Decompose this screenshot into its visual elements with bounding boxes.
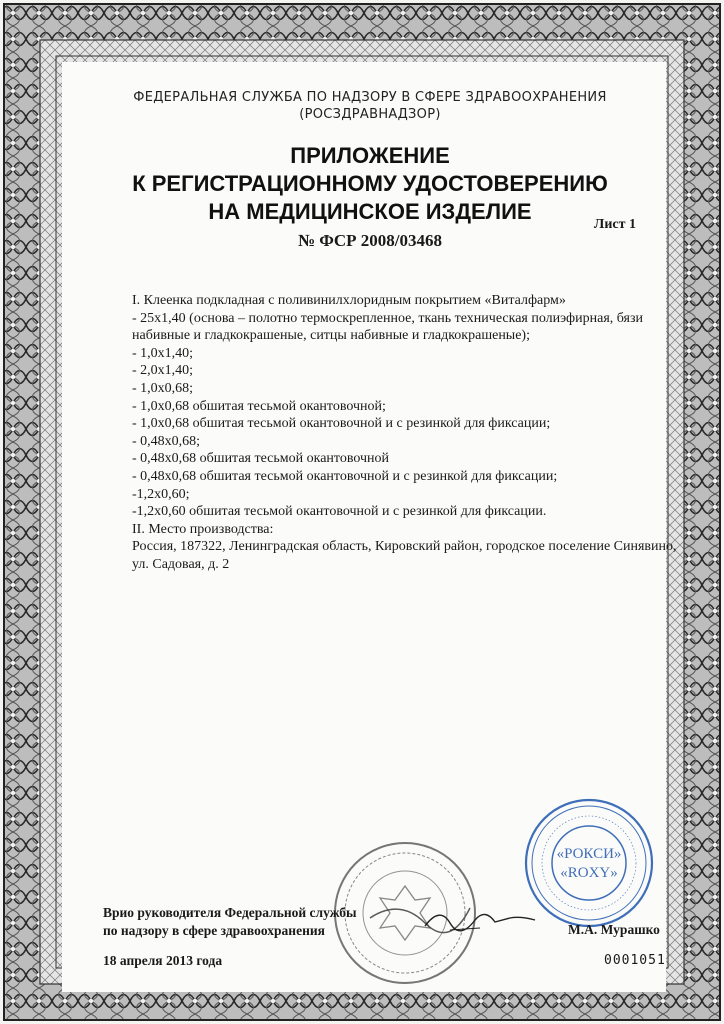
body-line: I. Клеенка подкладная с поливинилхлоридным покрытием «Виталфарм»: [132, 293, 566, 308]
body-line: - 0,48х0,68;: [132, 433, 201, 449]
signatory-name: М.А. Мурашко: [568, 922, 660, 937]
stamp-text-eng: «ROXY»: [560, 865, 618, 881]
sheet-number: Лист 1: [593, 217, 636, 232]
body-line: - 1,0х1,40;: [132, 345, 194, 361]
signatory-title: [103, 904, 357, 940]
document-title-line3: НА МЕДИЦИНСКОЕ ИЗДЕЛИЕ: [208, 199, 532, 224]
body-line: - 1,0х0,68 обшитая тесьмой окантовочной;: [132, 398, 386, 414]
body-line: - 0,48х0,68 обшитая тесьмой окантовочной и с резинкой для фиксации;: [132, 468, 558, 484]
signatory-title-line1: Врио руководителя Федеральной службы: [103, 905, 357, 920]
document-body: [132, 292, 677, 574]
body-line: - 25х1,40 (основа – полотно термоскрепленное, ткань техническая полиэфирная, бязи набивные и гладкокрашеные, ситцы набивные и гладкокрашеные);: [132, 310, 644, 344]
signatory-title-line2: по надзору в сфере здравоохранения: [103, 923, 325, 938]
body-line: -1,2х0,60;: [132, 486, 190, 502]
roxy-company-stamp: [522, 796, 656, 930]
body-line: -1,2х0,60 обшитая тесьмой окантовочной и с резинкой для фиксации.: [132, 504, 547, 520]
body-line: II. Место производства:: [132, 521, 274, 537]
document-title-line1: ПРИЛОЖЕНИЕ: [290, 143, 450, 168]
body-line: - 1,0х0,68;: [132, 380, 194, 396]
issue-date: 18 апреля 2013 года: [103, 953, 223, 968]
agency-abbreviation: (РОСЗДРАВНАДЗОР): [299, 107, 441, 122]
document-title-line2: К РЕГИСТРАЦИОННОМУ УДОСТОВЕРЕНИЮ: [132, 171, 608, 196]
body-line: - 0,48х0,68 обшитая тесьмой окантовочной: [132, 451, 390, 467]
agency-name: ФЕДЕРАЛЬНАЯ СЛУЖБА ПО НАДЗОРУ В СФЕРЕ ЗДРАВООХРАНЕНИЯ: [133, 90, 607, 105]
registration-number: № ФСР 2008/03468: [297, 231, 443, 250]
serial-number: 0001051: [604, 953, 666, 968]
body-line: - 1,0х0,68 обшитая тесьмой окантовочной и с резинкой для фиксации;: [132, 416, 551, 432]
body-line: - 2,0х1,40;: [132, 363, 194, 379]
stamp-text-rus: «РОКСИ»: [556, 846, 622, 862]
body-line: Россия, 187322, Ленинградская область, Кировский район, городское поселение Синявино, ул. Садовая, д. 2: [132, 539, 677, 572]
